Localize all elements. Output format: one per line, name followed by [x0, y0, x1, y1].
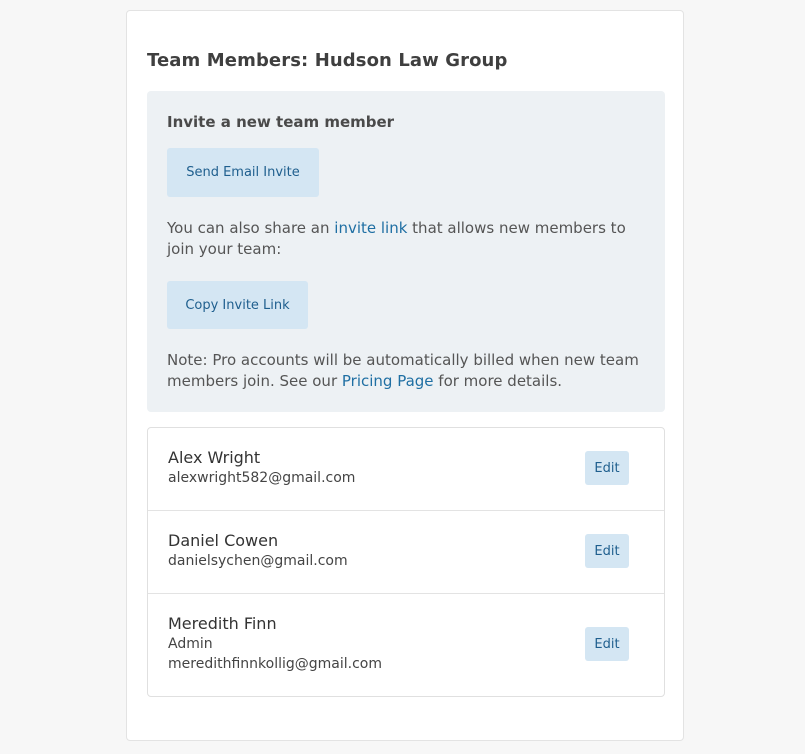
- invite-link[interactable]: invite link: [334, 219, 408, 237]
- edit-member-button[interactable]: Edit: [585, 451, 629, 485]
- member-row: [148, 428, 664, 511]
- page-title: Team Members: Hudson Law Group: [147, 50, 508, 71]
- member-role: Admin: [168, 636, 213, 652]
- send-email-invite-button[interactable]: Send Email Invite: [167, 148, 319, 197]
- share-invite-text: [167, 218, 647, 260]
- member-list: [147, 427, 665, 697]
- billing-note: [167, 350, 647, 392]
- invite-heading: Invite a new team member: [167, 113, 395, 131]
- copy-invite-link-button[interactable]: Copy Invite Link: [167, 281, 308, 329]
- member-row: [148, 594, 664, 697]
- edit-member-button[interactable]: Edit: [585, 627, 629, 661]
- member-email: alexwright582@gmail.com: [168, 470, 356, 486]
- member-row: [148, 511, 664, 594]
- share-text-after: that allows new members to join your team:: [167, 219, 626, 258]
- invite-panel: [147, 91, 665, 412]
- edit-member-button[interactable]: Edit: [585, 534, 629, 568]
- member-email: meredithfinnkollig@gmail.com: [168, 656, 382, 672]
- member-name: Alex Wright: [168, 448, 261, 467]
- share-text-before: You can also share an: [167, 219, 335, 237]
- note-text-after: for more details.: [433, 372, 563, 390]
- member-name: Meredith Finn: [168, 614, 277, 633]
- member-name: Daniel Cowen: [168, 531, 279, 550]
- member-email: danielsychen@gmail.com: [168, 553, 348, 569]
- pricing-page-link[interactable]: Pricing Page: [341, 372, 434, 390]
- team-members-card: [126, 10, 684, 741]
- note-text-before: Note: Pro accounts will be automatically billed when new team members join. See our: [167, 351, 639, 390]
